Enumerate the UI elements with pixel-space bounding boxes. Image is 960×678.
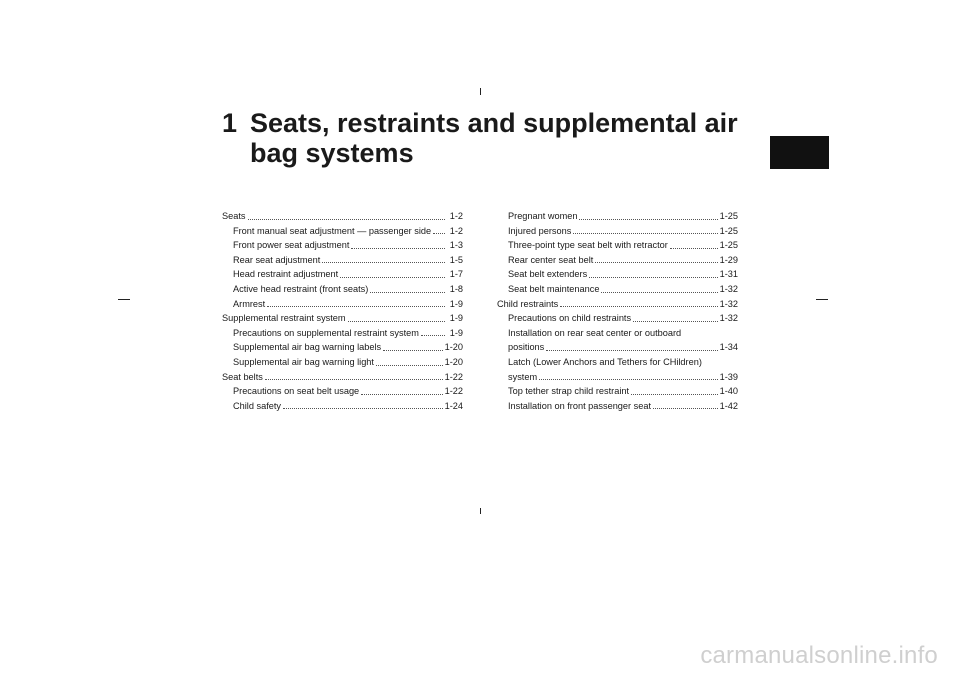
- toc-entry-page: 1-2: [449, 225, 463, 236]
- toc-entry[interactable]: [222, 282, 463, 297]
- toc-entry-page: 1-20: [444, 356, 463, 367]
- crop-mark-left: [118, 299, 130, 300]
- toc-leader-dots: [579, 219, 717, 220]
- toc-entry-title: Child safety: [233, 400, 282, 411]
- crop-mark-right: [816, 299, 828, 300]
- toc-entry-title: Seat belt maintenance: [508, 283, 600, 294]
- toc-entry-title: Precautions on child restraints: [508, 313, 632, 324]
- toc-leader-dots: [265, 379, 443, 380]
- toc-entry[interactable]: [222, 340, 463, 355]
- crop-mark-bottom: [480, 508, 481, 514]
- toc-leader-dots: [361, 394, 442, 395]
- chapter-number: 1: [222, 108, 238, 138]
- toc-entry-page: 1-25: [719, 240, 738, 251]
- toc-leader-dots: [421, 335, 445, 336]
- toc-entry-title: Precautions on seat belt usage: [233, 386, 360, 397]
- toc-entry-title: Pregnant women: [508, 211, 578, 221]
- toc-leader-dots: [653, 408, 718, 409]
- toc-entry-page: 1-5: [449, 254, 463, 265]
- toc-entry[interactable]: [222, 267, 463, 282]
- crop-mark-top: [480, 88, 481, 95]
- toc-entry-title: Precautions on supplemental restraint system: [233, 327, 419, 338]
- toc-entry-title: Installation on front passenger seat: [508, 400, 652, 411]
- toc-entry[interactable]: [222, 326, 463, 341]
- toc-leader-dots: [383, 350, 442, 351]
- toc-entry-title: Top tether strap child restraint: [508, 386, 630, 397]
- toc-leader-dots: [376, 365, 443, 366]
- toc-entry-title: Three-point type seat belt with retractor: [508, 240, 668, 251]
- toc-leader-dots: [248, 219, 446, 220]
- toc-entry[interactable]: [497, 209, 738, 224]
- toc-leader-dots: [589, 277, 717, 278]
- toc-column-left: [222, 209, 463, 413]
- toc-leader-dots: [601, 292, 717, 293]
- toc-entry-page: 1-9: [449, 298, 463, 309]
- toc-leader-dots: [340, 277, 445, 278]
- toc-entry-page: 1-32: [719, 298, 738, 309]
- toc-entry[interactable]: [497, 267, 738, 282]
- toc-entry-page: 1-22: [444, 386, 463, 397]
- toc-entry[interactable]: [497, 326, 738, 341]
- toc-leader-dots: [539, 379, 718, 380]
- toc-entry-title: Head restraint adjustment: [233, 269, 339, 280]
- toc-entry-title: Rear center seat belt: [508, 254, 594, 265]
- toc-entry[interactable]: [222, 253, 463, 268]
- toc-leader-dots: [351, 248, 445, 249]
- toc-entry[interactable]: [497, 253, 738, 268]
- toc-entry-page: 1-34: [719, 342, 738, 353]
- toc-entry-page: 1-9: [449, 313, 463, 324]
- toc-entry-title: Front power seat adjustment: [233, 240, 350, 251]
- toc-entry-title: Active head restraint (front seats): [233, 283, 369, 294]
- toc-entry-title: Supplemental restraint system: [222, 313, 346, 324]
- toc-leader-dots: [433, 233, 445, 234]
- toc-entry[interactable]: [497, 384, 738, 399]
- toc-entry-page: 1-8: [449, 283, 463, 294]
- toc-leader-dots: [322, 262, 445, 263]
- toc-entry-page: 1-32: [719, 313, 738, 324]
- toc-entry-title: Front manual seat adjustment — passenger side: [233, 225, 432, 236]
- toc-leader-dots: [546, 350, 717, 351]
- toc-leader-dots: [283, 408, 443, 409]
- watermark: carmanualsonline.info: [700, 642, 938, 669]
- toc-entry-page: 1-22: [444, 371, 463, 382]
- toc-entry[interactable]: [497, 297, 738, 312]
- toc-leader-dots: [267, 306, 445, 307]
- toc-entry-page: 1-31: [719, 269, 738, 280]
- toc-entry[interactable]: [497, 224, 738, 239]
- toc-column-right: [497, 209, 738, 413]
- toc-entry-page: 1-39: [719, 371, 738, 382]
- toc-entry[interactable]: [222, 399, 463, 414]
- toc-entry-page: 1-25: [719, 211, 738, 221]
- toc-entry[interactable]: [497, 370, 738, 385]
- toc-leader-dots: [631, 394, 718, 395]
- toc-entry-page: 1-24: [444, 400, 463, 411]
- toc-entry-title: Rear seat adjustment: [233, 254, 321, 265]
- toc-entry-title: Installation on rear seat center or outboard: [508, 327, 682, 338]
- toc-entry-page: 1-3: [449, 240, 463, 251]
- toc-entry-page: 1-20: [444, 342, 463, 353]
- toc-entry-title: Supplemental air bag warning labels: [233, 342, 382, 353]
- toc-entry-title: Seat belt extenders: [508, 269, 588, 280]
- toc-leader-dots: [560, 306, 717, 307]
- toc-entry[interactable]: [222, 384, 463, 399]
- toc-entry-page: 1-29: [719, 254, 738, 265]
- toc-entry[interactable]: [497, 355, 738, 370]
- toc-entry-title: Latch (Lower Anchors and Tethers for CHildren): [508, 356, 702, 367]
- toc-entry-page: 1-42: [719, 400, 738, 411]
- toc-leader-dots: [573, 233, 717, 234]
- toc-entry-page: 1-9: [449, 327, 463, 338]
- toc-entry[interactable]: [497, 238, 738, 253]
- toc-entry-title: Injured persons: [508, 225, 572, 236]
- toc-entry-title: system: [508, 371, 538, 382]
- toc-entry[interactable]: [497, 399, 738, 414]
- toc-leader-dots: [633, 321, 718, 322]
- toc-entry[interactable]: [497, 340, 738, 355]
- chapter-title: [222, 108, 762, 168]
- toc-entry-page: 1-32: [719, 283, 738, 294]
- toc-entry-page: 1-2: [449, 211, 463, 221]
- toc-entry[interactable]: [222, 238, 463, 253]
- toc-entry[interactable]: [222, 297, 463, 312]
- chapter-tab: [770, 136, 829, 169]
- toc-entry-page: 1-40: [719, 386, 738, 397]
- toc-leader-dots: [348, 321, 445, 322]
- toc-entry[interactable]: [222, 355, 463, 370]
- toc-entry-page: 1-7: [449, 269, 463, 280]
- toc-entry[interactable]: [222, 311, 463, 326]
- toc-entry[interactable]: [497, 282, 738, 297]
- chapter-title-text: Seats, restraints and supplemental air bag systems: [250, 108, 738, 168]
- toc-entry[interactable]: [222, 370, 463, 385]
- toc-leader-dots: [595, 262, 717, 263]
- toc-entry[interactable]: [222, 209, 463, 224]
- toc-entry-title: Seats: [222, 211, 246, 221]
- toc-entry[interactable]: [497, 311, 738, 326]
- toc-leader-dots: [370, 292, 445, 293]
- toc-entry-title: positions: [508, 342, 545, 353]
- toc-leader-dots: [670, 248, 718, 249]
- toc-entry-title: Seat belts: [222, 371, 263, 382]
- toc-entry-page: 1-25: [719, 225, 738, 236]
- toc-entry-title: Supplemental air bag warning light: [233, 356, 374, 367]
- toc-entry-title: Child restraints: [497, 298, 559, 309]
- toc-entry[interactable]: [222, 224, 463, 239]
- toc-entry-title: Armrest: [233, 298, 266, 309]
